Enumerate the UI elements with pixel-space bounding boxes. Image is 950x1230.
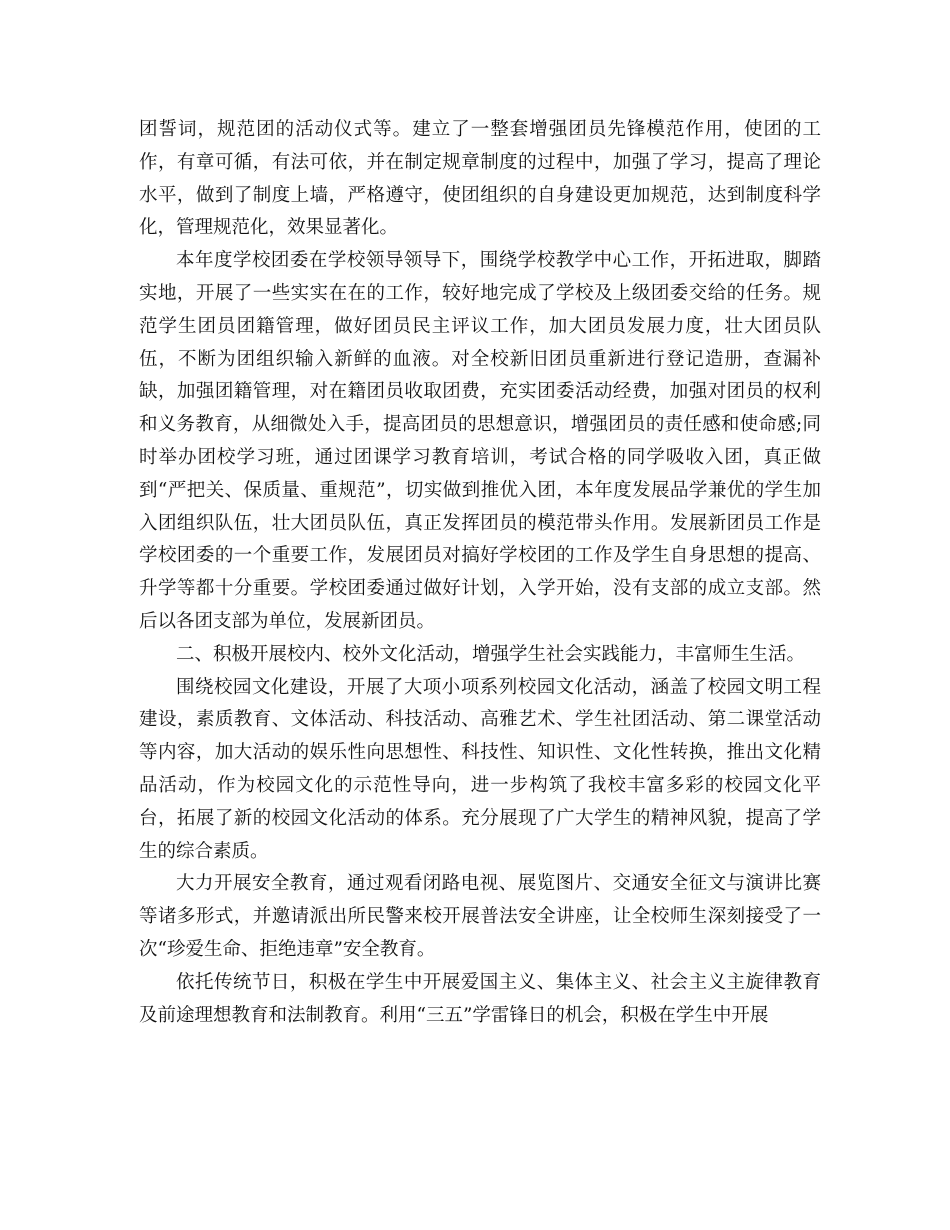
paragraph-safety-education: 大力开展安全教育，通过观看闭路电视、展览图片、交通安全征文与演讲比赛等诸多形式，并邀请派出所民警来校开展普法安全讲座，让全校师生深刻接受了一次“珍爱生命、拒绝违章”安全教育。	[139, 873, 821, 960]
document-body	[139, 114, 821, 1032]
section-heading-cultural-activities: 二、积极开展校内、校外文化活动，增强学生社会实践能力，丰富师生生活。	[176, 643, 806, 665]
paragraph-continuation: 团誓词，规范团的活动仪式等。建立了一整套增强团员先锋模范作用，使团的工作，有章可循，有法可依，并在制定规章制度的过程中，加强了学习，提高了理论水平，做到了制度上墙，严格遵守，使团组织的自身建设更加规范，达到制度科学化，管理规范化，效果显著化。	[139, 119, 821, 239]
paragraph-campus-culture: 围绕校园文化建设，开展了大项小项系列校园文化活动，涵盖了校园文明工程建设，素质教育、文体活动、科技活动、高雅艺术、学生社团活动、第二课堂活动等内容，加大活动的娱乐性向思想性、科技性、知识性、文化性转换，推出文化精品活动，作为校园文化的示范性导向，进一步构筑了我校丰富多彩的校园文化平台，拓展了新的校园文化活动的体系。充分展现了广大学生的精神风貌，提高了学生的综合素质。	[139, 676, 821, 862]
paragraph-traditional-festivals: 依托传统节日，积极在学生中开展爱国主义、集体主义、社会主义主旋律教育及前途理想教育和法制教育。利用“三五”学雷锋日的机会，积极在学生中开展	[139, 971, 821, 1026]
paragraph-youth-league-work: 本年度学校团委在学校领导领导下，围绕学校教学中心工作，开拓进取，脚踏实地，开展了一些实实在在的工作，较好地完成了学校及上级团委交给的任务。规范学生团员团籍管理，做好团员民主评议工作，加大团员发展力度，壮大团员队伍，不断为团组织输入新鲜的血液。对全校新旧团员重新进行登记造册，查漏补缺，加强团籍管理，对在籍团员收取团费，充实团委活动经费，加强对团员的权利和义务教育，从细微处入手，提高团员的思想意识，增强团员的责任感和使命感;同时举办团校学习班，通过团课学习教育培训，考试合格的同学吸收入团，真正做到“严把关、保质量、重规范”，切实做到推优入团，本年度发展品学兼优的学生加入团组织队伍，壮大团员队伍，真正发挥团员的模范带头作用。发展新团员工作是学校团委的一个重要工作，发展团员对搞好学校团的工作及学生自身思想的提高、升学等都十分重要。学校团委通过做好计划，入学开始，没有支部的成立支部。然后以各团支部为单位，发展新团员。	[139, 250, 821, 632]
